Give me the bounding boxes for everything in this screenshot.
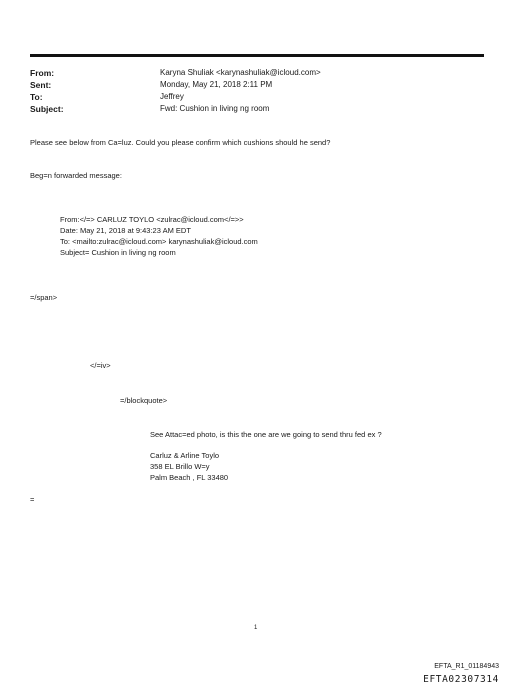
div-artifact: </=iv>	[90, 361, 111, 370]
span-artifact: =/span>	[30, 293, 58, 302]
to-value: Jeffrey	[160, 92, 184, 101]
signature-city: Palm Beach , FL 33480	[150, 473, 229, 482]
sent-value: Monday, May 21, 2018 2:11 PM	[160, 80, 273, 89]
sent-label: Sent:	[30, 80, 52, 90]
fwd-date: Date: May 21, 2018 at 9:43:23 AM EDT	[60, 226, 191, 235]
bates-number-primary: EFTA_R1_01184943	[434, 663, 499, 670]
to-label: To:	[30, 92, 43, 102]
forwarded-header: Beg=n forwarded message:	[30, 171, 122, 180]
intro-text: Please see below from Ca=luz. Could you please confirm which cushions should he send?	[30, 138, 331, 147]
signature-street: 358 EL Brillo W=y	[150, 462, 210, 471]
page-number: 1	[254, 625, 258, 631]
fwd-to: To: <mailto:zulrac@icloud.com> karynashuliak@icloud.com	[60, 237, 258, 246]
from-label: From:	[30, 68, 55, 78]
fwd-subject: Subject= Cushion in living ng room	[60, 248, 176, 257]
header-rule	[30, 54, 484, 57]
fwd-from: From:</=> CARLUZ TOYLO <zulrac@icloud.com</=>>	[60, 215, 244, 224]
bates-number-secondary: EFTA02307314	[423, 674, 499, 685]
blockquote-artifact: =/blockquote>	[120, 396, 168, 405]
message-text: See Attac=ed photo, is this the one are we going to send thru fed ex ?	[150, 430, 382, 439]
subject-label: Subject:	[30, 104, 64, 114]
subject-value: Fwd: Cushion in living ng room	[160, 104, 270, 113]
from-value: Karyna Shuliak <karynashuliak@icloud.com>	[160, 68, 321, 77]
signature-name: Carluz & Arline Toylo	[150, 451, 220, 460]
trailing-artifact: =	[30, 495, 35, 504]
